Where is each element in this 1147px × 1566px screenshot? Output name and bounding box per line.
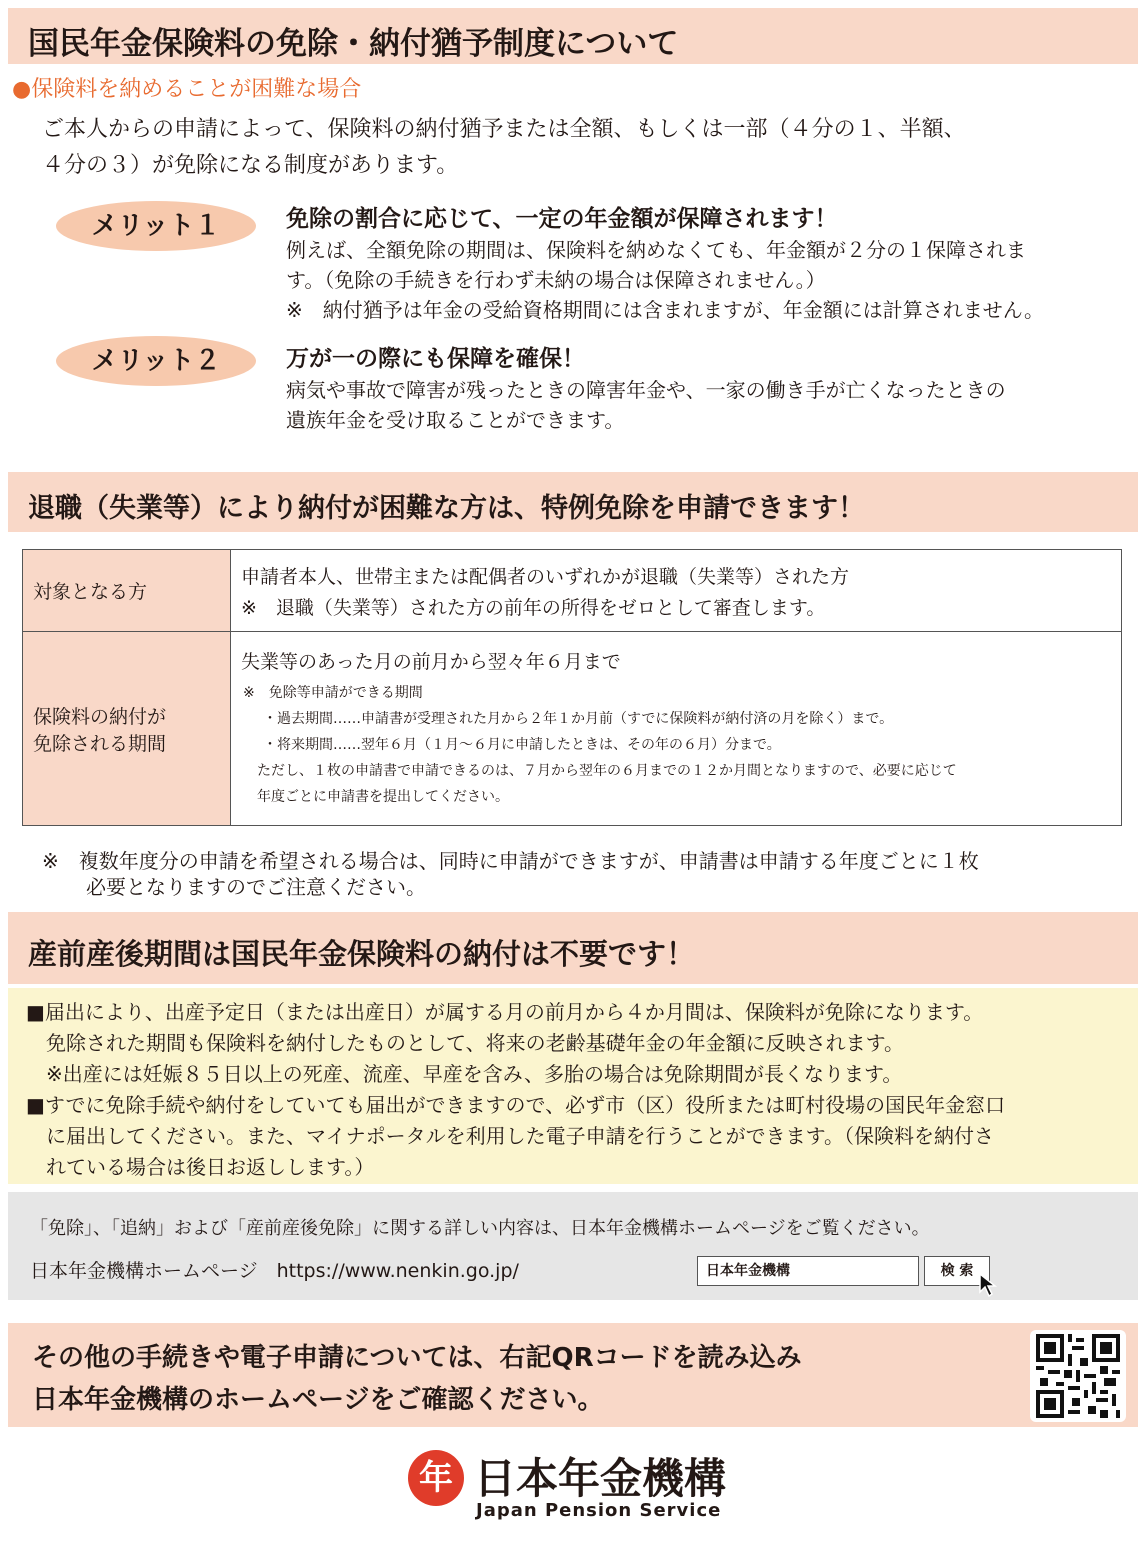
logo [404, 1440, 744, 1526]
homepage-link[interactable]: 日本年金機構ホームページ https://www.nenkin.go.jp/ [30, 1260, 519, 1282]
org-name: 日本年金機構 [474, 1454, 727, 1503]
cursor-arrow-icon [978, 1272, 1002, 1298]
period-main: 失業等のあった月の前月から翌々年６月まで [241, 651, 621, 673]
title-band [8, 8, 1138, 64]
table-head-target: 対象となる方 [23, 550, 231, 632]
table-row [23, 632, 1122, 826]
period-head-line-2: 免除される期間 [33, 732, 167, 755]
merit-2-badge: メリット２ [56, 336, 256, 386]
maternity-title: 産前産後期間は国民年金保険料の納付は不要です！ [28, 937, 696, 971]
period-note-4: ただし、１枚の申請書で申請できるのは、７月から翌年の６月までの１２か月間となりますので、必要に応じて [257, 763, 957, 779]
special-footnote-2: 必要となりますのでご注意ください。 [86, 875, 426, 899]
qr-text-1: その他の手続きや電子申請については、右記QRコードを読み込み [32, 1343, 802, 1373]
maternity-line-1: ■届出により、出産予定日（または出産日）が属する月の前月から４か月間は、保険料が免除になります。 [26, 1000, 984, 1024]
target-line-2: ※ 退職（失業等）された方の前年の所得をゼロとして審査します。 [241, 596, 826, 619]
special-footnote-1: ※ 複数年度分の申請を希望される場合は、同時に申請ができますが、申請書は申請する年度ごとに１枚 [42, 849, 979, 873]
info-text: 「免除」、「追納」および「産前産後免除」に関する詳しい内容は、日本年金機構ホームページをご覧ください。 [30, 1218, 930, 1239]
period-note-3: ・将来期間……翌年６月（１月～６月に申請したときは、その年の６月）分まで。 [263, 737, 781, 753]
maternity-line-5: に届出してください。また、マイナポータルを利用した電子申請を行うことができます。（保険料を納付さ [46, 1124, 994, 1148]
merit-1-note: ※ 納付猶予は年金の受給資格期間には含まれますが、年金額には計算されません。 [286, 298, 1044, 322]
search-button[interactable]: 検 索 [924, 1256, 990, 1286]
maternity-band [8, 912, 1138, 984]
period-note-1: ※ 免除等申請ができる期間 [243, 685, 423, 701]
special-exemption-band [8, 472, 1138, 532]
qr-code[interactable] [1030, 1330, 1126, 1422]
maternity-line-3: ※出産には妊娠８５日以上の死産、流産、早産を含み、多胎の場合は免除期間が長くなります。 [46, 1062, 903, 1086]
special-exemption-table [22, 549, 1122, 826]
period-head-line-1: 保険料の納付が [33, 705, 167, 728]
page-title: 国民年金保険料の免除・納付猶予制度について [28, 26, 679, 62]
intro-line-1: ご本人からの申請によって、保険料の納付猶予または全額、もしくは一部（４分の１、半額、 [42, 117, 966, 142]
merit-1-title: 免除の割合に応じて、一定の年金額が保障されます！ [286, 206, 838, 232]
search-input[interactable]: 日本年金機構 [697, 1256, 919, 1286]
maternity-line-2: 免除された期間も保険料を納付したものとして、将来の老齢基礎年金の年金額に反映されます。 [46, 1031, 904, 1055]
intro-line-2: ４分の３）が免除になる制度があります。 [42, 153, 459, 178]
maternity-line-6: れている場合は後日お返しします。） [46, 1155, 375, 1179]
maternity-body [8, 988, 1138, 1184]
table-cell-period [231, 632, 1122, 826]
maternity-line-4: ■すでに免除手続や納付をしていても届出ができますので、必ず市（区）役所または町村役場の国民年金窓口 [26, 1093, 1006, 1117]
qr-band [8, 1323, 1138, 1427]
merit-2-line-2: 遺族年金を受け取ることができます。 [286, 408, 625, 432]
table-cell-target [231, 550, 1122, 632]
target-line-1: 申請者本人、世帯主または配偶者のいずれかが退職（失業等）された方 [241, 565, 850, 588]
org-english: Japan Pension Service [476, 1500, 722, 1521]
table-row [23, 550, 1122, 632]
section-subtitle: ●保険料を納めることが困難な場合 [12, 77, 362, 102]
special-exemption-title: 退職（失業等）により納付が困難な方は、特例免除を申請できます！ [28, 493, 865, 524]
merit-2-line-1: 病気や事故で障害が残ったときの障害年金や、一家の働き手が亡くなったときの [286, 378, 1006, 402]
merit-1-badge: メリット１ [56, 201, 256, 251]
qr-code-icon [1036, 1334, 1120, 1418]
period-note-2: ・過去期間……申請書が受理された月から２年１か月前（すでに保険料が納付済の月を除く）まで。 [263, 711, 894, 727]
logo-mark-icon [408, 1450, 464, 1506]
qr-text-2: 日本年金機構のホームページをご確認ください。 [32, 1385, 604, 1415]
period-note-5: 年度ごとに申請書を提出してください。 [257, 789, 509, 805]
merit-1-line-1: 例えば、全額免除の期間は、保険料を納めなくても、年金額が２分の１保障されま [286, 238, 1026, 262]
table-head-period [23, 632, 231, 826]
merit-2-title: 万が一の際にも保障を確保！ [286, 346, 585, 372]
logo-mark-char: 年 [419, 1458, 453, 1498]
merit-1-line-2: す。（免除の手続きを行わず未納の場合は保障されません。） [286, 268, 826, 292]
